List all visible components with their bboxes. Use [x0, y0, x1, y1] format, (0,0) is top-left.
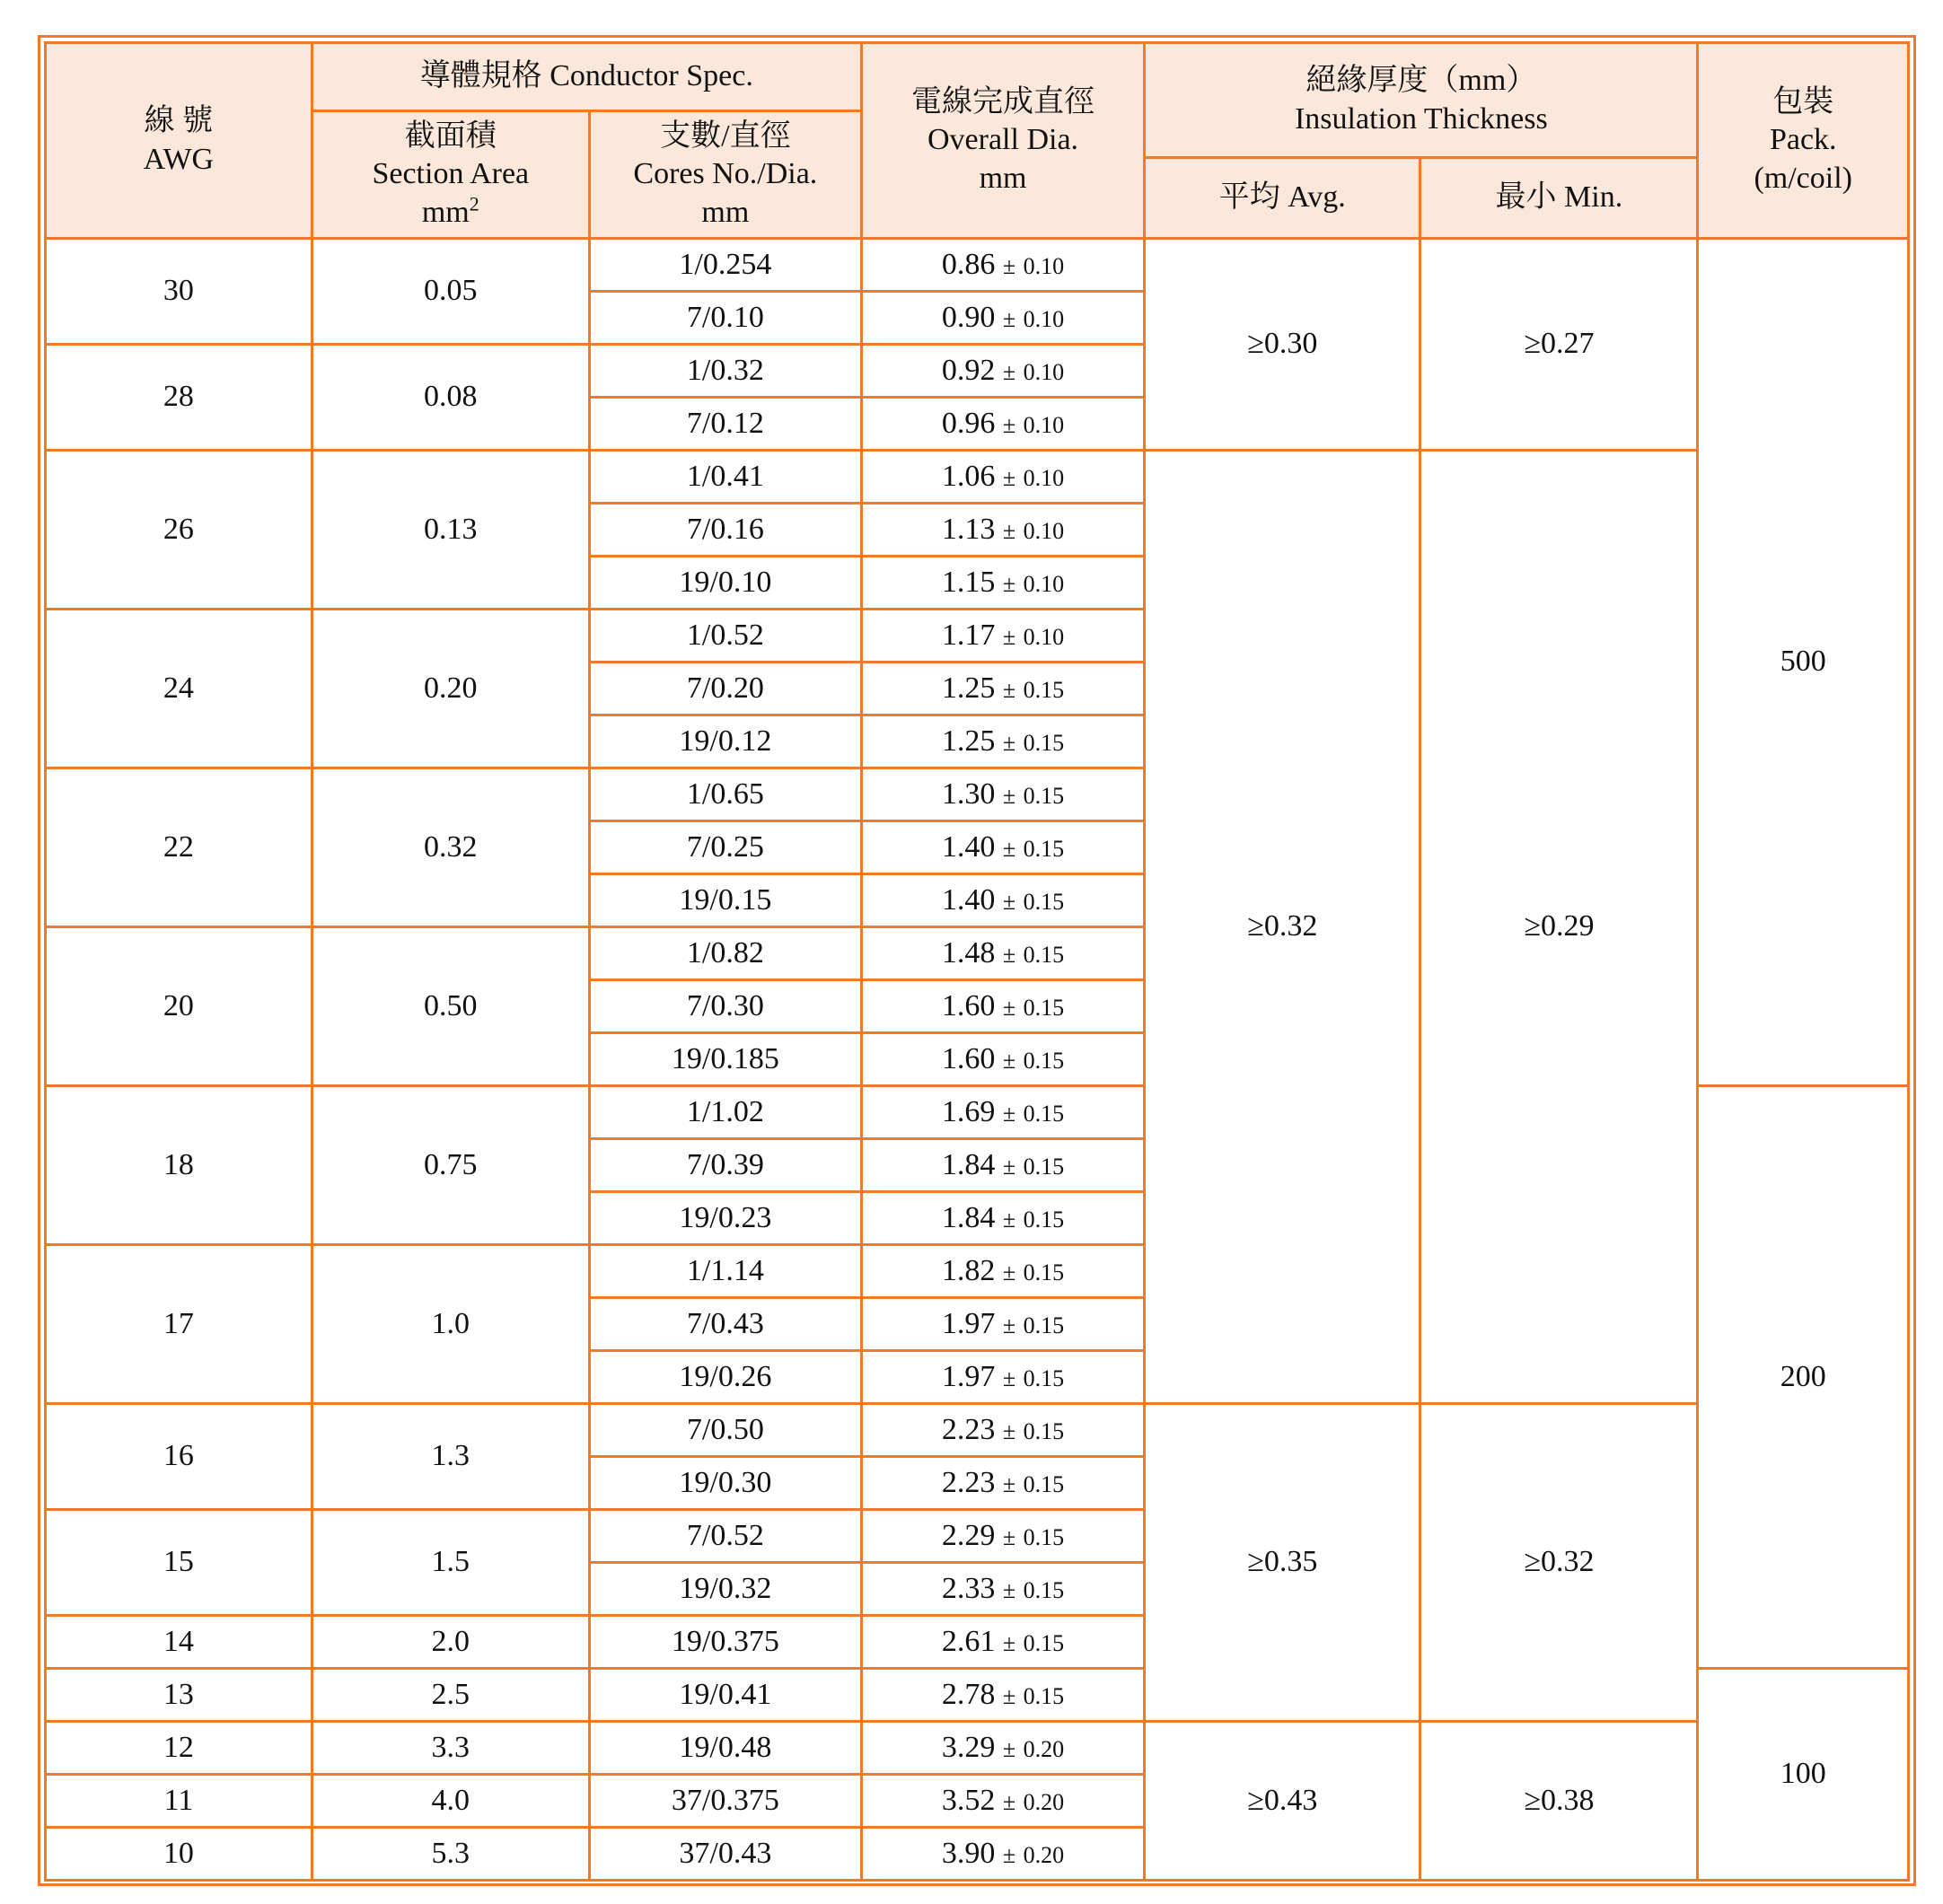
pack-cell: 200 — [1698, 1086, 1909, 1669]
table-body — [46, 239, 1909, 1881]
dia-value: 1.84 — [941, 1200, 996, 1234]
dia-tolerance: 0.20 — [1023, 1841, 1065, 1868]
dia-value: 1.30 — [941, 777, 996, 811]
dia-tolerance: 0.15 — [1023, 729, 1065, 756]
section-area-cell: 2.5 — [312, 1669, 589, 1722]
cores-zh: 支數/直徑 — [660, 118, 791, 153]
min-header: 最小 Min. — [1420, 158, 1698, 239]
dia-value: 1.60 — [941, 1041, 996, 1075]
dia-tolerance: 0.15 — [1023, 1153, 1065, 1180]
section-area-cell: 2.0 — [312, 1616, 589, 1669]
dia-value: 3.90 — [941, 1836, 996, 1870]
awg-cell: 30 — [46, 239, 312, 345]
dia-tolerance: 0.15 — [1023, 835, 1065, 862]
insulation-header — [1145, 43, 1698, 158]
dia-tolerance: 0.15 — [1023, 1364, 1065, 1391]
insulation-avg-cell: ≥0.43 — [1145, 1722, 1420, 1881]
plus-minus-symbol: ± — [1002, 835, 1016, 862]
awg-cell: 13 — [46, 1669, 312, 1722]
dia-value: 1.60 — [941, 988, 996, 1022]
dia-tolerance: 0.20 — [1023, 1735, 1065, 1762]
dia-value: 1.13 — [941, 512, 996, 546]
cores-cell: 7/0.30 — [589, 980, 861, 1033]
dia-value: 3.52 — [941, 1783, 996, 1817]
cores-cell: 19/0.23 — [589, 1192, 861, 1245]
overall-dia-cell — [861, 1828, 1144, 1881]
cores-cell: 19/0.26 — [589, 1351, 861, 1404]
cores-cell: 19/0.375 — [589, 1616, 861, 1669]
overall-dia-en: Overall Dia. — [928, 123, 1079, 157]
awg-cell: 20 — [46, 927, 312, 1086]
plus-minus-symbol: ± — [1002, 623, 1016, 650]
dia-tolerance: 0.15 — [1023, 1682, 1065, 1709]
conductor-spec-title: 導體規格 Conductor Spec. — [419, 59, 753, 93]
dia-value: 0.92 — [941, 353, 996, 387]
overall-dia-cell — [861, 398, 1144, 451]
overall-dia-cell — [861, 1086, 1144, 1139]
cores-cell: 7/0.16 — [589, 504, 861, 557]
dia-value: 1.97 — [941, 1306, 996, 1340]
dia-value: 1.48 — [941, 935, 996, 970]
plus-minus-symbol: ± — [1002, 1206, 1016, 1233]
cores-cell: 1/0.65 — [589, 768, 861, 821]
dia-value: 3.29 — [941, 1730, 996, 1764]
insulation-min-cell: ≥0.32 — [1420, 1404, 1698, 1722]
table-row — [46, 451, 1909, 504]
cores-cell: 7/0.25 — [589, 821, 861, 874]
section-area-cell: 0.13 — [312, 451, 589, 610]
cores-cell: 7/0.50 — [589, 1404, 861, 1457]
insulation-min-cell: ≥0.29 — [1420, 451, 1698, 1404]
cores-cell: 7/0.12 — [589, 398, 861, 451]
cores-cell: 7/0.43 — [589, 1298, 861, 1351]
overall-dia-cell — [861, 927, 1144, 980]
overall-dia-unit: mm — [979, 161, 1027, 195]
insulation-min-cell: ≥0.27 — [1420, 239, 1698, 451]
section-area-cell: 4.0 — [312, 1775, 589, 1828]
cores-cell: 37/0.43 — [589, 1828, 861, 1881]
dia-tolerance: 0.10 — [1023, 517, 1065, 544]
overall-dia-header — [861, 43, 1144, 239]
dia-tolerance: 0.15 — [1023, 1417, 1065, 1444]
dia-tolerance: 0.15 — [1023, 782, 1065, 809]
superscript-2: 2 — [469, 192, 479, 215]
plus-minus-symbol: ± — [1002, 1364, 1016, 1391]
pack-zh: 包裝 — [1772, 84, 1834, 118]
cores-cell: 7/0.10 — [589, 292, 861, 345]
section-area-cell: 0.50 — [312, 927, 589, 1086]
dia-tolerance: 0.10 — [1023, 464, 1065, 491]
section-area-cell: 0.32 — [312, 768, 589, 927]
overall-dia-cell — [861, 715, 1144, 768]
overall-dia-cell — [861, 1457, 1144, 1510]
plus-minus-symbol: ± — [1002, 252, 1016, 279]
overall-dia-cell — [861, 1192, 1144, 1245]
insulation-avg-cell: ≥0.32 — [1145, 451, 1420, 1404]
awg-cell: 28 — [46, 345, 312, 451]
dia-tolerance: 0.10 — [1023, 411, 1065, 438]
overall-dia-cell — [861, 662, 1144, 715]
dia-tolerance: 0.10 — [1023, 358, 1065, 385]
cores-cell: 7/0.39 — [589, 1139, 861, 1192]
dia-tolerance: 0.10 — [1023, 305, 1065, 332]
dia-value: 1.15 — [941, 565, 996, 599]
plus-minus-symbol: ± — [1002, 1153, 1016, 1180]
plus-minus-symbol: ± — [1002, 411, 1016, 438]
dia-tolerance: 0.20 — [1023, 1788, 1065, 1815]
overall-dia-cell — [861, 980, 1144, 1033]
plus-minus-symbol: ± — [1002, 994, 1016, 1021]
section-area-zh: 截面積 — [404, 118, 497, 153]
awg-header-zh: 線 號 — [144, 104, 214, 137]
overall-dia-cell — [861, 1404, 1144, 1457]
plus-minus-symbol: ± — [1002, 517, 1016, 544]
awg-header — [46, 43, 312, 239]
table-header — [46, 43, 1909, 239]
overall-dia-cell — [861, 821, 1144, 874]
cores-cell: 19/0.30 — [589, 1457, 861, 1510]
dia-value: 2.29 — [941, 1518, 996, 1552]
awg-cell: 26 — [46, 451, 312, 610]
overall-dia-cell — [861, 1033, 1144, 1086]
overall-dia-cell — [861, 1775, 1144, 1828]
dia-tolerance: 0.15 — [1023, 1470, 1065, 1497]
pack-cell: 500 — [1698, 239, 1909, 1086]
wire-spec-table — [44, 41, 1910, 1882]
awg-cell: 14 — [46, 1616, 312, 1669]
insulation-en: Insulation Thickness — [1294, 101, 1548, 136]
cores-cell: 19/0.185 — [589, 1033, 861, 1086]
plus-minus-symbol: ± — [1002, 1576, 1016, 1603]
cores-cell: 1/0.254 — [589, 239, 861, 292]
cores-cell: 1/1.14 — [589, 1245, 861, 1298]
dia-value: 1.06 — [941, 459, 996, 493]
awg-cell: 15 — [46, 1510, 312, 1616]
section-area-cell: 1.3 — [312, 1404, 589, 1510]
plus-minus-symbol: ± — [1002, 729, 1016, 756]
insulation-avg-cell: ≥0.35 — [1145, 1404, 1420, 1722]
awg-cell: 16 — [46, 1404, 312, 1510]
dia-tolerance: 0.15 — [1023, 1629, 1065, 1656]
dia-value: 1.40 — [941, 882, 996, 917]
pack-unit: (m/coil) — [1754, 161, 1852, 195]
table-frame — [38, 35, 1916, 1886]
overall-dia-cell — [861, 1563, 1144, 1616]
dia-tolerance: 0.15 — [1023, 1259, 1065, 1285]
overall-dia-cell — [861, 610, 1144, 662]
section-area-header — [312, 111, 589, 239]
dia-value: 2.33 — [941, 1571, 996, 1605]
plus-minus-symbol: ± — [1002, 1259, 1016, 1285]
dia-value: 1.97 — [941, 1359, 996, 1393]
awg-header-en: AWG — [143, 142, 215, 176]
awg-cell: 10 — [46, 1828, 312, 1881]
overall-dia-cell — [861, 1245, 1144, 1298]
plus-minus-symbol: ± — [1002, 1629, 1016, 1656]
awg-cell: 11 — [46, 1775, 312, 1828]
dia-tolerance: 0.15 — [1023, 941, 1065, 968]
plus-minus-symbol: ± — [1002, 1047, 1016, 1074]
cores-cell: 19/0.48 — [589, 1722, 861, 1775]
overall-dia-cell — [861, 345, 1144, 398]
overall-dia-cell — [861, 239, 1144, 292]
overall-dia-cell — [861, 504, 1144, 557]
table-row — [46, 239, 1909, 292]
dia-tolerance: 0.15 — [1023, 1312, 1065, 1338]
awg-cell: 22 — [46, 768, 312, 927]
dia-value: 1.17 — [941, 618, 996, 652]
dia-tolerance: 0.15 — [1023, 676, 1065, 703]
dia-value: 1.82 — [941, 1253, 996, 1287]
overall-dia-cell — [861, 768, 1144, 821]
dia-value: 1.40 — [941, 829, 996, 864]
section-area-cell: 0.08 — [312, 345, 589, 451]
cores-cell: 19/0.32 — [589, 1563, 861, 1616]
cores-cell: 19/0.41 — [589, 1669, 861, 1722]
dia-value: 0.96 — [941, 406, 996, 440]
plus-minus-symbol: ± — [1002, 1841, 1016, 1868]
dia-value: 1.25 — [941, 724, 996, 758]
overall-dia-cell — [861, 1669, 1144, 1722]
dia-value: 2.61 — [941, 1624, 996, 1658]
cores-cell: 1/0.41 — [589, 451, 861, 504]
section-area-en: Section Area — [372, 157, 530, 191]
pack-cell: 100 — [1698, 1669, 1909, 1881]
plus-minus-symbol: ± — [1002, 782, 1016, 809]
dia-value: 1.84 — [941, 1147, 996, 1181]
dia-value: 1.69 — [941, 1094, 996, 1128]
section-area-cell: 0.05 — [312, 239, 589, 345]
plus-minus-symbol: ± — [1002, 305, 1016, 332]
overall-dia-cell — [861, 1616, 1144, 1669]
conductor-spec-header — [312, 43, 861, 111]
cores-cell: 19/0.12 — [589, 715, 861, 768]
plus-minus-symbol: ± — [1002, 1523, 1016, 1550]
overall-dia-zh: 電線完成直徑 — [911, 84, 1095, 118]
section-area-cell: 5.3 — [312, 1828, 589, 1881]
cores-en: Cores No./Dia. — [633, 157, 818, 191]
plus-minus-symbol: ± — [1002, 1470, 1016, 1497]
overall-dia-cell — [861, 1722, 1144, 1775]
dia-value: 2.78 — [941, 1677, 996, 1711]
plus-minus-symbol: ± — [1002, 1100, 1016, 1127]
insulation-avg-cell: ≥0.30 — [1145, 239, 1420, 451]
dia-tolerance: 0.15 — [1023, 994, 1065, 1021]
dia-tolerance: 0.10 — [1023, 252, 1065, 279]
awg-cell: 18 — [46, 1086, 312, 1245]
overall-dia-cell — [861, 1298, 1144, 1351]
overall-dia-cell — [861, 1351, 1144, 1404]
cores-cell: 19/0.10 — [589, 557, 861, 610]
section-area-cell: 0.20 — [312, 610, 589, 768]
section-area-cell: 0.75 — [312, 1086, 589, 1245]
overall-dia-cell — [861, 557, 1144, 610]
plus-minus-symbol: ± — [1002, 1312, 1016, 1338]
dia-tolerance: 0.10 — [1023, 570, 1065, 597]
overall-dia-cell — [861, 292, 1144, 345]
awg-cell: 12 — [46, 1722, 312, 1775]
section-area-cell: 1.0 — [312, 1245, 589, 1404]
table-row — [46, 1404, 1909, 1457]
section-area-cell: 3.3 — [312, 1722, 589, 1775]
section-area-cell: 1.5 — [312, 1510, 589, 1616]
dia-value: 2.23 — [941, 1465, 996, 1499]
cores-cell: 7/0.52 — [589, 1510, 861, 1563]
dia-value: 2.23 — [941, 1412, 996, 1446]
cores-cell: 37/0.375 — [589, 1775, 861, 1828]
overall-dia-cell — [861, 451, 1144, 504]
plus-minus-symbol: ± — [1002, 1682, 1016, 1709]
cores-cell: 7/0.20 — [589, 662, 861, 715]
awg-cell: 24 — [46, 610, 312, 768]
overall-dia-cell — [861, 1139, 1144, 1192]
cores-cell: 1/1.02 — [589, 1086, 861, 1139]
dia-tolerance: 0.15 — [1023, 888, 1065, 915]
plus-minus-symbol: ± — [1002, 1735, 1016, 1762]
cores-cell: 1/0.52 — [589, 610, 861, 662]
dia-tolerance: 0.15 — [1023, 1576, 1065, 1603]
pack-header — [1698, 43, 1909, 239]
dia-value: 0.90 — [941, 300, 996, 334]
section-area-unit: $mm^2$ — [421, 192, 479, 229]
plus-minus-symbol: ± — [1002, 888, 1016, 915]
plus-minus-symbol: ± — [1002, 676, 1016, 703]
cores-cell: 1/0.82 — [589, 927, 861, 980]
pack-en: Pack. — [1769, 123, 1837, 157]
cores-header — [589, 111, 861, 239]
dia-tolerance: 0.15 — [1023, 1047, 1065, 1074]
cores-cell: 1/0.32 — [589, 345, 861, 398]
plus-minus-symbol: ± — [1002, 1788, 1016, 1815]
dia-value: 1.25 — [941, 671, 996, 705]
plus-minus-symbol: ± — [1002, 358, 1016, 385]
insulation-zh: 絕緣厚度（mm） — [1306, 64, 1537, 97]
dia-tolerance: 0.10 — [1023, 623, 1065, 650]
dia-value: 0.86 — [941, 247, 996, 281]
plus-minus-symbol: ± — [1002, 1417, 1016, 1444]
dia-tolerance: 0.15 — [1023, 1523, 1065, 1550]
cores-cell: 19/0.15 — [589, 874, 861, 927]
cores-unit: mm — [701, 195, 750, 229]
dia-tolerance: 0.15 — [1023, 1206, 1065, 1233]
plus-minus-symbol: ± — [1002, 941, 1016, 968]
avg-header: 平均 Avg. — [1145, 158, 1420, 239]
plus-minus-symbol: ± — [1002, 570, 1016, 597]
awg-cell: 17 — [46, 1245, 312, 1404]
overall-dia-cell — [861, 874, 1144, 927]
dia-tolerance: 0.15 — [1023, 1100, 1065, 1127]
plus-minus-symbol: ± — [1002, 464, 1016, 491]
insulation-min-cell: ≥0.38 — [1420, 1722, 1698, 1881]
table-row — [46, 1722, 1909, 1775]
overall-dia-cell — [861, 1510, 1144, 1563]
